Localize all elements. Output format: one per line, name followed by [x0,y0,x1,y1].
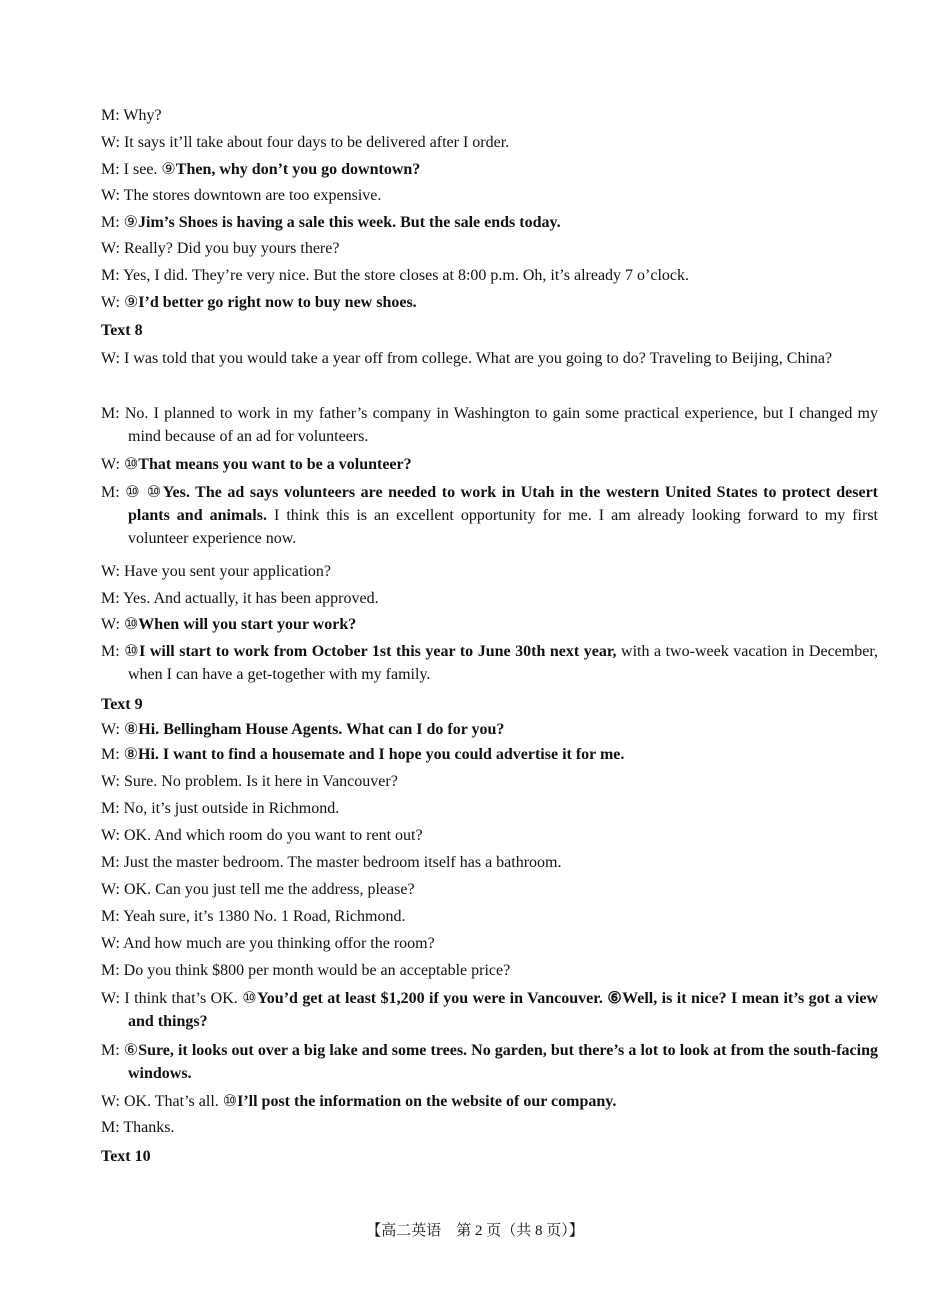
dialogue-line: M: Just the master bedroom. The master bedroom itself has a bathroom. [101,854,562,871]
dialogue-line: W: OK. Can you just tell me the address, please? [101,881,415,898]
dialogue-line: M: Why? [101,107,162,124]
dialogue-line: W: I was told that you would take a year off from college. What are you going to do? Traveling to Beijing, China? [101,350,833,367]
dialogue-line: M: No. I planned to work in my father’s company in Washington to gain some practical experience, but I changed my mind because of an ad for volunteers. [101,405,878,445]
page-footer: 【高二英语 第 2 页（共 8 页）】 [366,1223,584,1239]
dialogue-line: W: Sure. No problem. Is it here in Vancouver? [101,773,398,790]
section-heading: Text 10 [101,1148,151,1165]
dialogue-line: M: ⑩ ⑩Yes. The ad says volunteers are needed to work in Utah in the western United States to protect desert plants and animals. I think this is an excellent opportunity for me. I am already looking forward to my first volunteer experience now. [101,484,879,547]
dialogue-line: W: OK. That’s all. ⑩I’ll post the information on the website of our company. [101,1093,617,1110]
dialogue-line: M: Yes, I did. They’re very nice. But the store closes at 8:00 p.m. Oh, it’s already 7 o’clock. [101,267,690,284]
dialogue-line: M: I see. ⑨Then, why don’t you go downtown? [101,161,421,178]
dialogue-line: M: Yeah sure, it’s 1380 No. 1 Road, Richmond. [101,908,406,925]
dialogue-line: M: No, it’s just outside in Richmond. [101,800,340,817]
dialogue-line: W: I think that’s OK. ⑩You’d get at least $1,200 if you were in Vancouver. ⑥Well, is it nice? I mean it’s got a view and things? [101,990,878,1030]
dialogue-line: M: Thanks. [101,1119,175,1136]
dialogue-line: W: ⑨I’d better go right now to buy new shoes. [101,294,417,311]
dialogue-line: M: ⑩I will start to work from October 1st this year to June 30th next year, with a two-week vacation in December, when I can have a get-together with my family. [101,643,879,683]
dialogue-line: W: The stores downtown are too expensive. [101,187,382,204]
dialogue-line: M: ⑧Hi. I want to find a housemate and I hope you could advertise it for me. [101,746,625,763]
dialogue-line: W: ⑧Hi. Bellingham House Agents. What can I do for you? [101,721,505,738]
dialogue-line: W: OK. And which room do you want to rent out? [101,827,423,844]
dialogue-line: M: Yes. And actually, it has been approved. [101,590,379,607]
dialogue-line: M: ⑥Sure, it looks out over a big lake and some trees. No garden, but there’s a lot to look at from the south-facing windows. [101,1042,878,1082]
dialogue-line: W: ⑩That means you want to be a volunteer? [101,456,412,473]
dialogue-line: W: And how much are you thinking offor the room? [101,935,435,952]
section-heading: Text 9 [101,696,143,713]
dialogue-line: M: Do you think $800 per month would be an acceptable price? [101,962,511,979]
section-heading: Text 8 [101,322,143,339]
dialogue-line: M: ⑨Jim’s Shoes is having a sale this week. But the sale ends today. [101,214,561,231]
dialogue-line: W: It says it’ll take about four days to be delivered after I order. [101,134,510,151]
dialogue-line: W: Really? Did you buy yours there? [101,240,340,257]
dialogue-line: W: Have you sent your application? [101,563,331,580]
dialogue-line: W: ⑩When will you start your work? [101,616,357,633]
